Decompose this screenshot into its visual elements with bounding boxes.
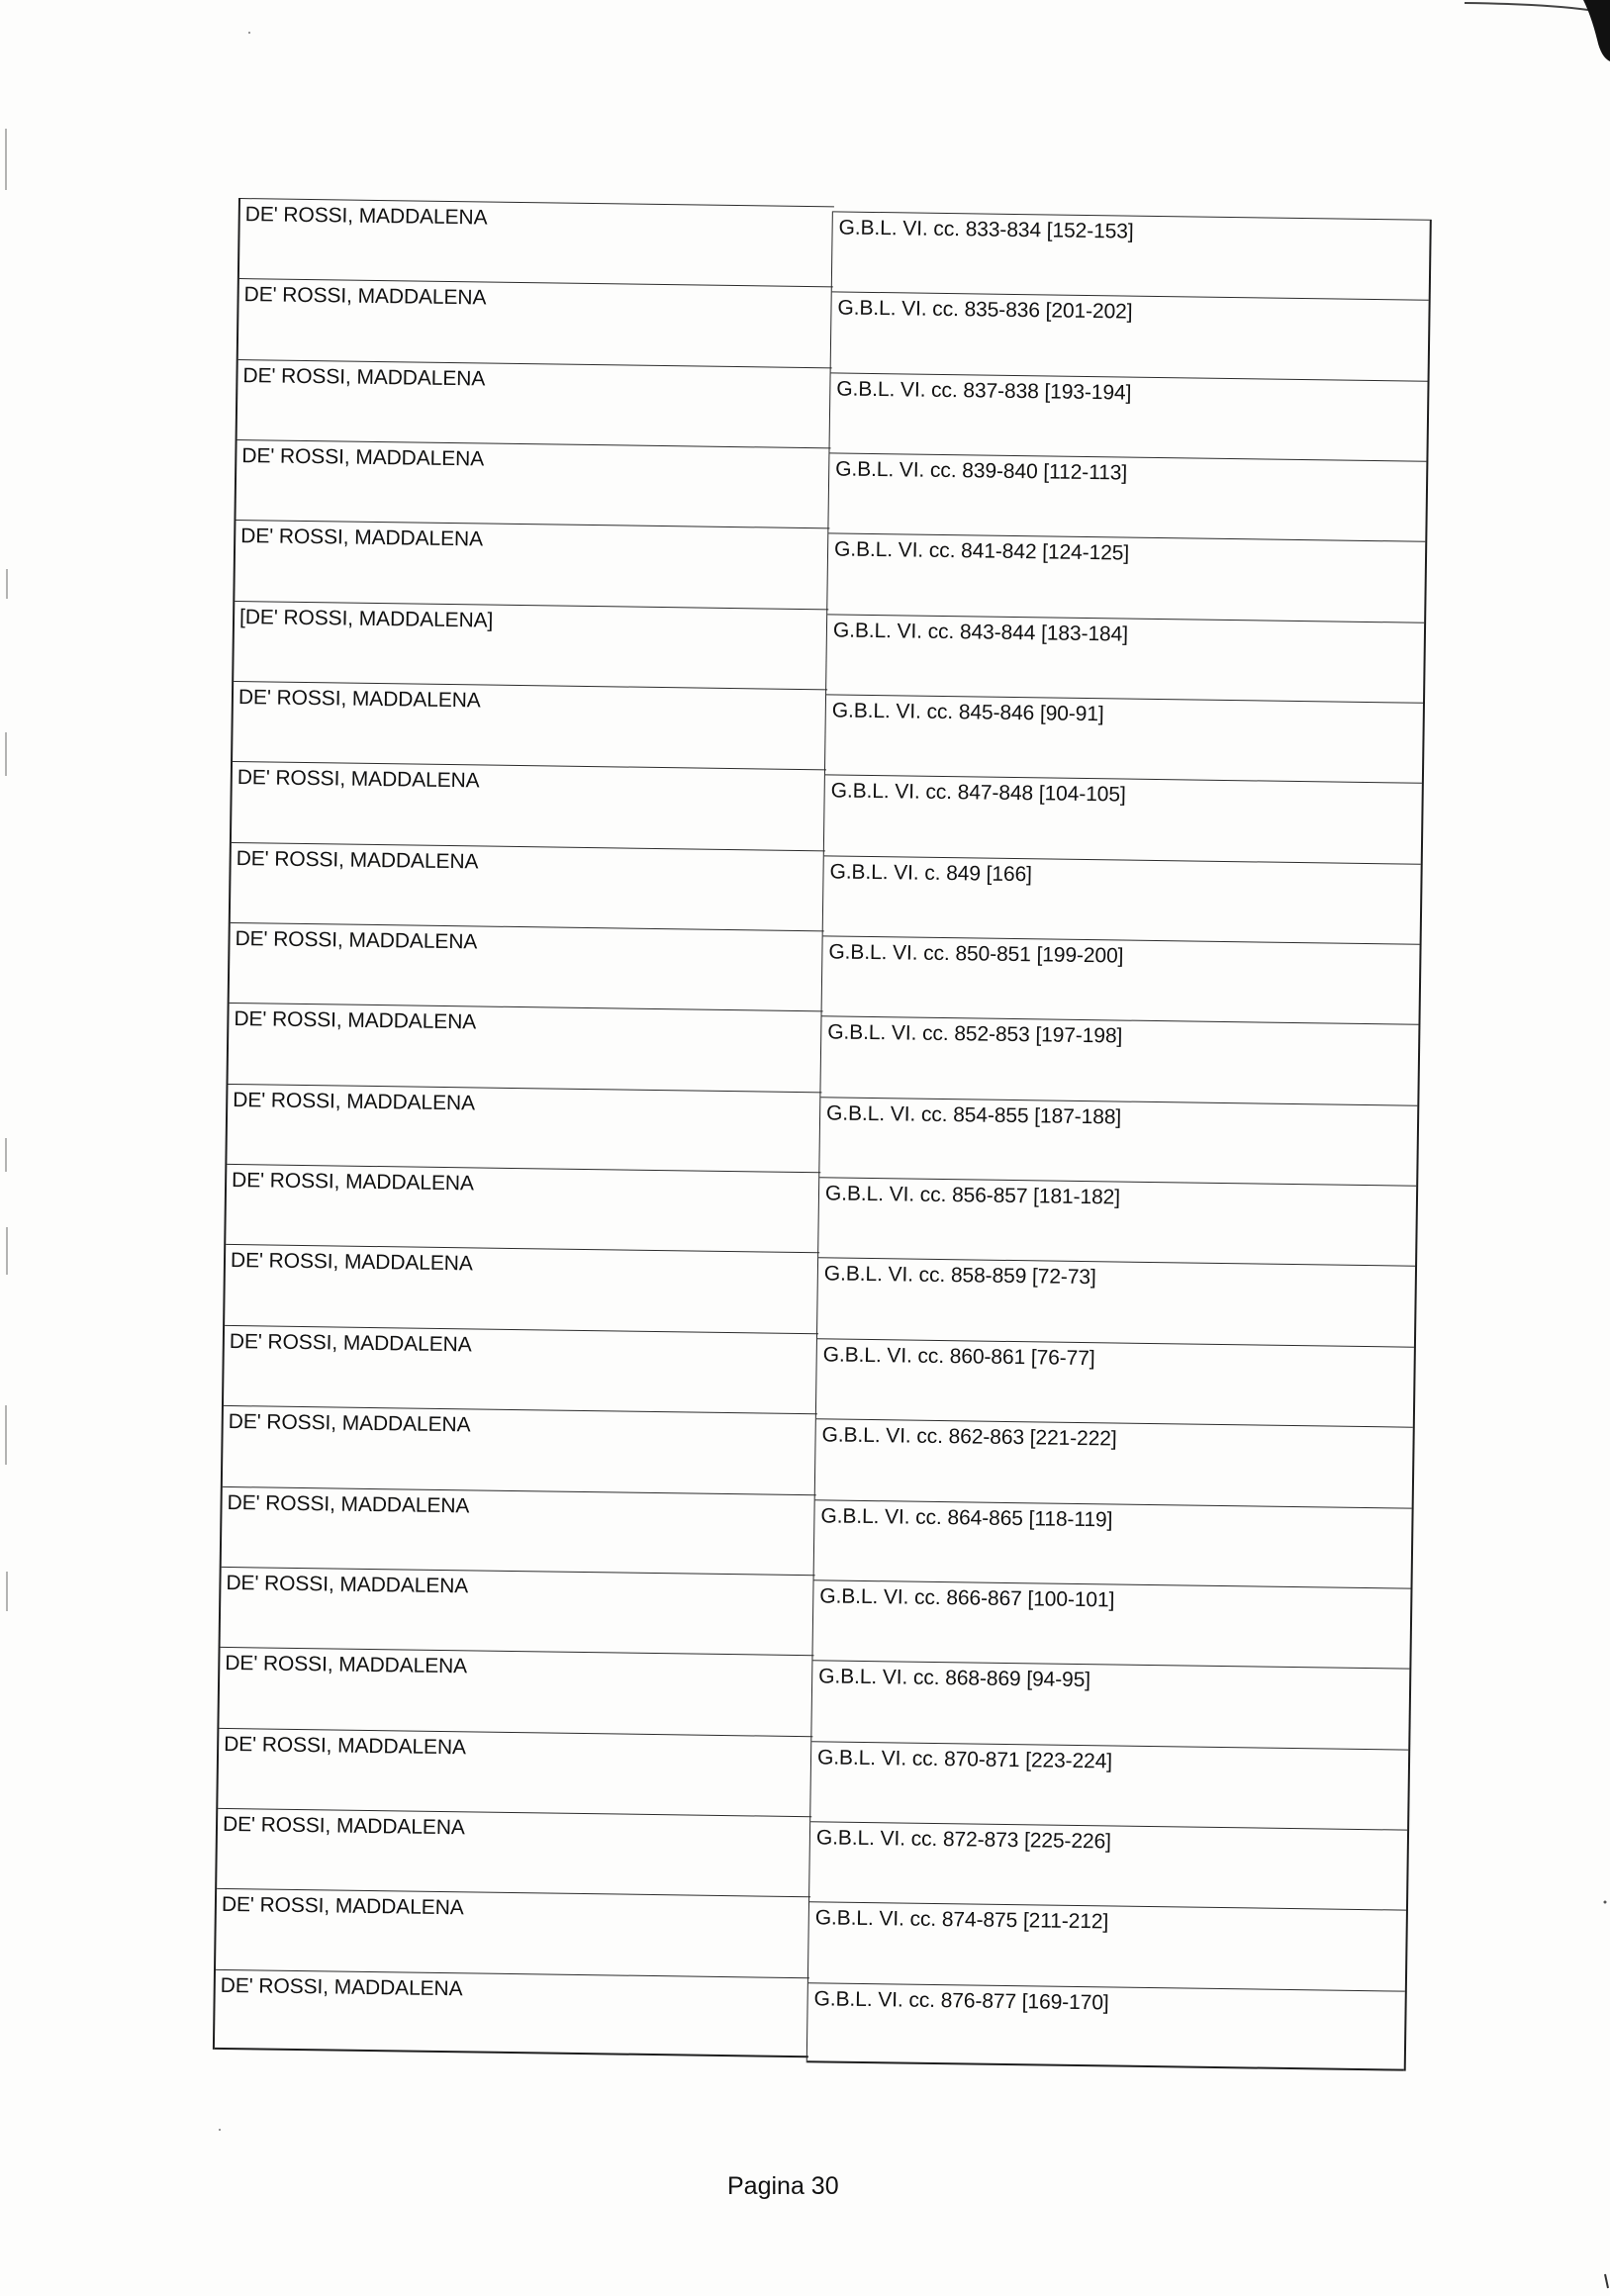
name-column [213,198,834,2057]
name-cell: DE' ROSSI, MADDALENA [231,842,825,931]
name-cell: DE' ROSSI, MADDALENA [218,1727,812,1816]
name-cell: DE' ROSSI, MADDALENA [221,1567,815,1656]
scan-bottom-corner-mark [1605,2274,1608,2288]
reference-cell: G.B.L. VI. cc. 835-836 [201-202] [831,292,1429,381]
scan-dust-dot [219,2129,221,2131]
name-cell: DE' ROSSI, MADDALENA [216,1888,810,1977]
reference-cell: G.B.L. VI. cc. 874-875 [211-212] [808,1901,1406,1990]
name-cell: DE' ROSSI, MADDALENA [238,278,833,367]
reference-cell: G.B.L. VI. cc. 847-848 [104-105] [824,775,1422,864]
reference-column [806,211,1432,2070]
name-cell: DE' ROSSI, MADDALENA [232,761,826,850]
reference-cell: G.B.L. VI. cc. 866-867 [100-101] [812,1579,1410,1669]
reference-cell: G.B.L. VI. cc. 862-863 [221-222] [815,1418,1413,1507]
reference-cell: G.B.L. VI. cc. 868-869 [94-95] [811,1660,1409,1749]
scan-dust-dot [248,32,250,34]
reference-cell: G.B.L. VI. cc. 870-871 [223-224] [810,1741,1408,1830]
name-cell: DE' ROSSI, MADDALENA [229,1003,823,1092]
name-cell: DE' ROSSI, MADDALENA [224,1325,818,1414]
scan-dust-dot [1604,1901,1607,1904]
reference-cell: G.B.L. VI. cc. 876-877 [169-170] [807,1982,1405,2071]
reference-cell: G.B.L. VI. cc. 850-851 [199-200] [822,935,1420,1024]
name-cell: DE' ROSSI, MADDALENA [235,520,829,609]
reference-cell: G.B.L. VI. cc. 860-861 [76-77] [816,1338,1414,1427]
name-cell: DE' ROSSI, MADDALENA [219,1647,813,1736]
name-cell: DE' ROSSI, MADDALENA [227,1084,821,1173]
reference-cell: G.B.L. VI. cc. 833-834 [152-153] [832,211,1430,300]
scan-left-edge-marks [6,129,7,1611]
name-cell: DE' ROSSI, MADDALENA [226,1164,820,1253]
reference-cell: G.B.L. VI. cc. 856-857 [181-182] [818,1177,1416,1266]
name-cell: DE' ROSSI, MADDALENA [236,439,830,528]
reference-cell: G.B.L. VI. cc. 843-844 [183-184] [826,614,1424,703]
reference-cell: G.B.L. VI. cc. 841-842 [124-125] [827,533,1425,622]
name-cell: DE' ROSSI, MADDALENA [233,681,827,770]
reference-cell: G.B.L. VI. cc. 872-873 [225-226] [809,1821,1407,1910]
reference-cell: G.B.L. VI. cc. 858-859 [72-73] [817,1258,1415,1347]
scan-top-edge-line [1465,3,1588,10]
catalog-table [213,198,1434,2071]
name-cell: [DE' ROSSI, MADDALENA] [234,601,828,690]
name-cell: DE' ROSSI, MADDALENA [239,198,834,287]
name-cell: DE' ROSSI, MADDALENA [223,1405,817,1494]
reference-cell: G.B.L. VI. cc. 864-865 [118-119] [814,1499,1412,1588]
name-cell: DE' ROSSI, MADDALENA [215,1968,809,2057]
scan-corner-mark [1583,0,1610,61]
reference-cell: G.B.L. VI. cc. 839-840 [112-113] [828,452,1426,541]
reference-cell: G.B.L. VI. cc. 845-846 [90-91] [825,694,1423,783]
name-cell: DE' ROSSI, MADDALENA [225,1244,819,1333]
reference-cell: G.B.L. VI. cc. 854-855 [187-188] [819,1097,1417,1186]
reference-cell: G.B.L. VI. c. 849 [166] [823,855,1421,944]
name-cell: DE' ROSSI, MADDALENA [230,922,824,1011]
name-cell: DE' ROSSI, MADDALENA [217,1808,811,1897]
page-number: Pagina 30 [727,2172,839,2200]
name-cell: DE' ROSSI, MADDALENA [222,1485,816,1575]
reference-cell: G.B.L. VI. cc. 852-853 [197-198] [820,1016,1418,1105]
name-cell: DE' ROSSI, MADDALENA [237,359,832,448]
reference-cell: G.B.L. VI. cc. 837-838 [193-194] [829,372,1427,461]
